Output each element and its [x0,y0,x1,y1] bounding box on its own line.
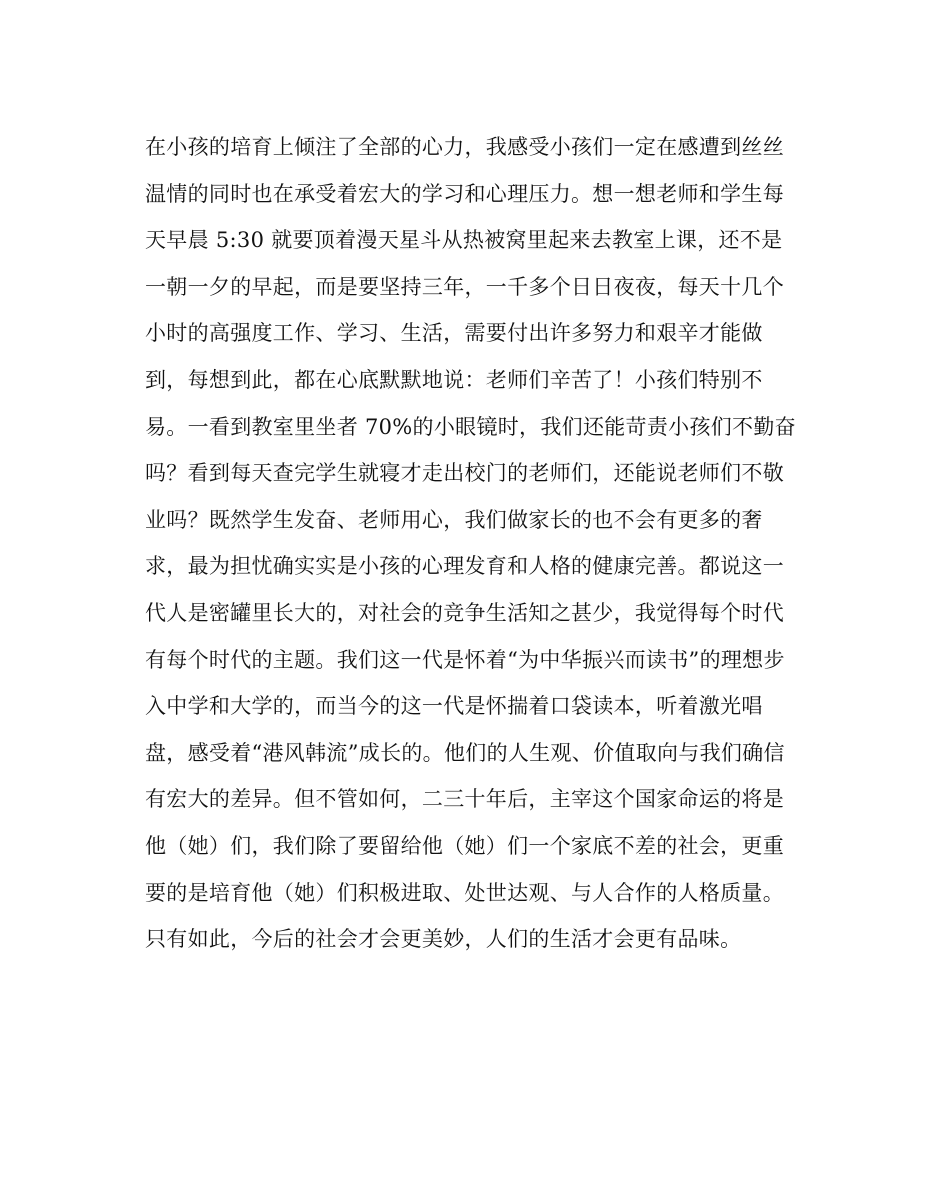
body-paragraph [145,124,825,963]
text-line: 小时的高强度工作、学习、生活，需要付出许多努力和艰辛才能做 [145,321,763,346]
text-line: 温情的同时也在承受着宏大的学习和心理压力。想一想老师和学生每 [145,181,784,206]
text-line: 天早晨 5:30 就要顶着漫天星斗从热被窝里起来去教室上课，还不是 [145,228,783,253]
text-line: 代人是密罐里长大的，对社会的竞争生活知之甚少，我觉得每个时代 [145,600,784,625]
text-line: 他（她）们，我们除了要留给他（她）们一个家底不差的社会，更重 [145,833,784,858]
text-line: 吗？看到每天查完学生就寝才走出校门的老师们，还能说老师们不敬 [145,461,784,486]
text-line: 求，最为担忧确实实是小孩的心理发育和人格的健康完善。都说这一 [145,554,784,579]
text-line: 只有如此，今后的社会才会更美妙，人们的生活才会更有品味。 [145,927,742,952]
text-line: 到，每想到此，都在心底默默地说：老师们辛苦了！小孩们特别不 [145,367,763,392]
text-line: 盘，感受着“港风韩流”成长的。他们的人生观、价值取向与我们确信 [145,740,785,765]
text-line: 入中学和大学的，而当今的这一代是怀揣着口袋读本，听着激光唱 [145,694,763,719]
text-line: 有宏大的差异。但不管如何，二三十年后，主宰这个国家命运的将是 [145,787,784,812]
text-line: 在小孩的培育上倾注了全部的心力，我感受小孩们一定在感遭到丝丝 [145,135,784,159]
text-line: 有每个时代的主题。我们这一代是怀着“为中华振兴而读书”的理想步 [145,647,785,672]
text-line: 要的是培育他（她）们积极进取、处世达观、与人合作的人格质量。 [145,880,784,905]
text-line: 业吗？既然学生发奋、老师用心，我们做家长的也不会有更多的奢 [145,507,763,532]
text-line: 易。一看到教室里坐者 70%的小眼镜时，我们还能苛责小孩们不勤奋 [145,414,796,439]
text-line: 一朝一夕的早起，而是要坚持三年，一千多个日日夜夜，每天十几个 [145,274,784,299]
